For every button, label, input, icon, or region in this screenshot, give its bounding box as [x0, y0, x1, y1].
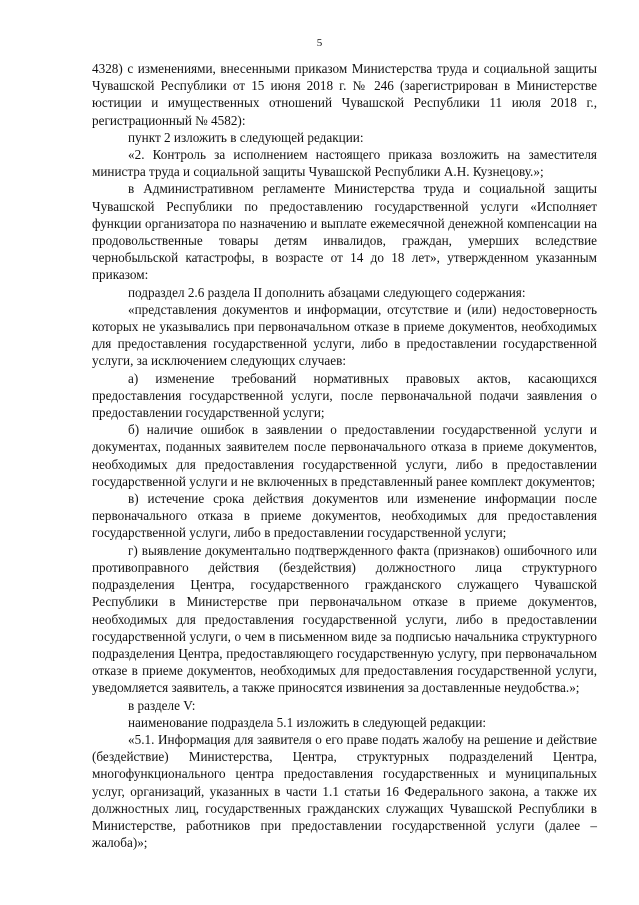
paragraph-quote-start: «представления документов и информации, отсутствие и (или) недостоверность которых не указывались при первоначальном отказе в приеме документов, необходимых для предоставления государственной услуги, либо в предоставлении государственной услуги, за исключением следующих случаев:	[92, 301, 597, 369]
paragraph-case-b: б) наличие ошибок в заявлении о предоставлении государственной услуги и документах, поданных заявителем после первоначального отказа в приеме документов, необходимых для предоставления государственной услуги, либо в предоставлении государственной услуги и не включенных в представленный ранее комплект документов;	[92, 422, 597, 489]
paragraph-subsection-2-6: подраздел 2.6 раздела II дополнить абзацами следующего содержания:	[128, 284, 526, 300]
page-number: 5	[316, 37, 323, 49]
document-body	[92, 60, 597, 851]
paragraph-case-a: а) изменение требований нормативных правовых актов, касающихся предоставления государственной услуги, после первоначальной подачи заявления о предоставлении государственной услуги;	[92, 370, 597, 421]
paragraph-case-v: в) истечение срока действия документов или изменение информации после первоначального отказа в приеме документов, необходимых для предоставления государственной услуги, либо в предоставлении государственной услуги;	[92, 491, 597, 541]
paragraph-continuation: 4328) с изменениями, внесенными приказом Министерства труда и социальной защиты Чувашской Республики от 15 июня 2018 г. № 246 (зарегистрирован в Министерстве юстиции и имущественных отношений Чувашской Республики 11 июля 2018 г., регистрационный № 4582):	[92, 61, 597, 128]
paragraph-subsection-5-1-instruction: наименование подраздела 5.1 изложить в следующей редакции:	[128, 714, 487, 730]
paragraph-case-g: г) выявление документально подтвержденного факта (признаков) ошибочного или противоправного действия (бездействия) должностного лица структурного подразделения Центра, государственного гражданского служащего Чувашской Республики в Министерстве при первоначальном отказе в приеме документов, необходимых для предоставления государственной услуги, либо в предоставлении государственной услуги, о чем в письменном виде за подписью начальника структурного подразделения Центра, предоставляющего государственную услугу, при первоначальном отказе в приеме документов, необходимых для предоставления государственной услуги, уведомляется заявитель, а также приносятся извинения за доставленные неудобства.»;	[92, 542, 597, 696]
paragraph-item-2-text: «2. Контроль за исполнением настоящего приказа возложить на заместителя министра труда и социальной защиты Чувашской Республики А.Н. Кузнецову.»;	[92, 147, 597, 180]
paragraph-regulation-intro: в Административном регламенте Министерства труда и социальной защиты Чувашской Республики по предоставлению государственной услуги «Исполняет функции организатора по назначению и выплате ежемесячной денежной компенсации на продовольственные товары детям инвалидов, граждан, умерших вследствие чернобыльской катастрофы, в возрасте от 14 до 18 лет», утвержденном указанным приказом:	[92, 181, 597, 283]
paragraph-item-2-instruction: пункт 2 изложить в следующей редакции:	[128, 129, 364, 145]
paragraph-subsection-5-1-text: «5.1. Информация для заявителя о его праве подать жалобу на решение и действие (бездействие) Министерства, Центра, структурных подразделений Центра, многофункционального центра предоставления государственных и муниципальных услуг, организаций, указанных в части 1.1 статьи 16 Федерального закона, а также их должностных лиц, государственных гражданских служащих Чувашской Республики в Министерстве, работников при предоставлении государственной услуги (далее – жалоба)»;	[92, 731, 597, 851]
paragraph-section-v: в разделе V:	[128, 697, 196, 713]
